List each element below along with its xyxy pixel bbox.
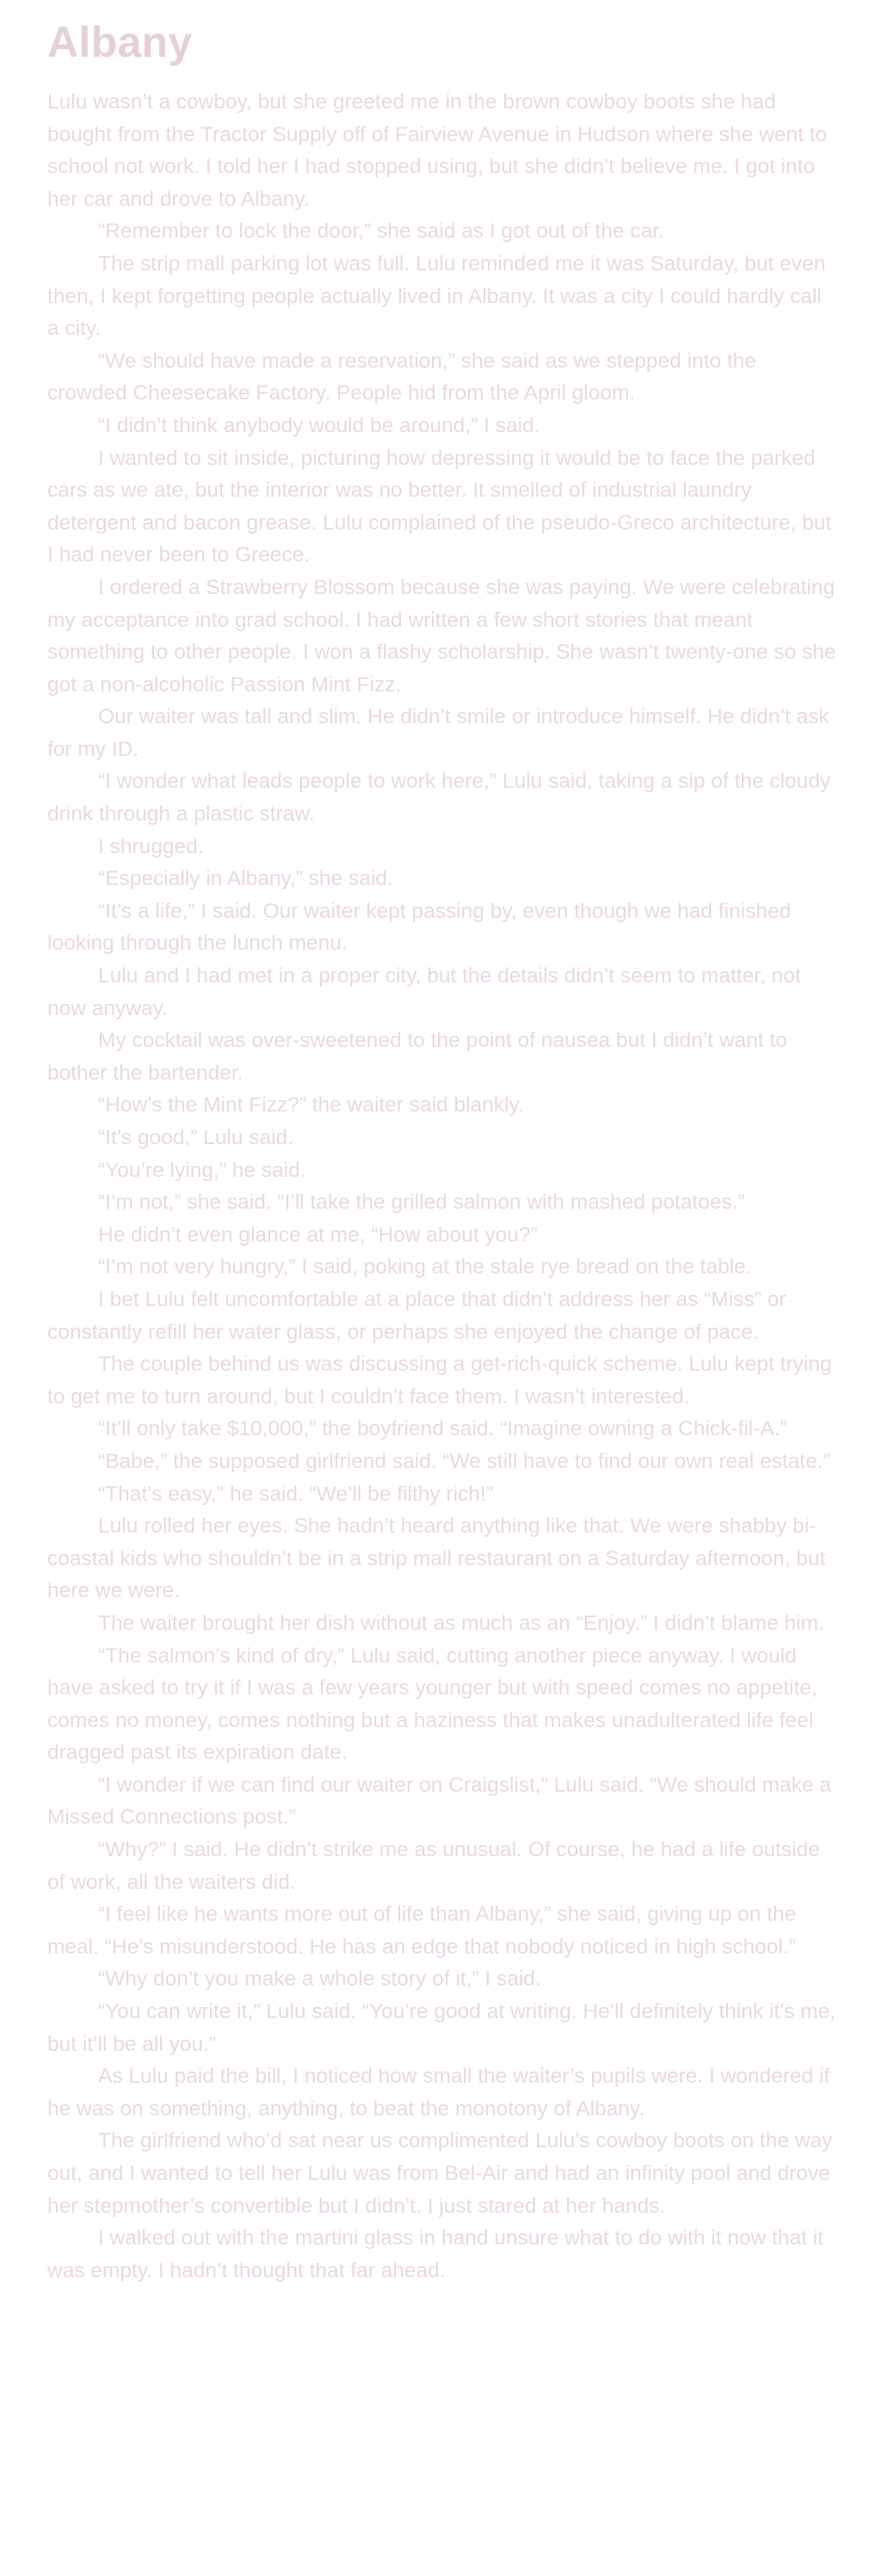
story-paragraph: “The salmon’s kind of dry,” Lulu said, cutting another piece anyway. I would have asked to try it if I was a few years younger but with speed comes no appetite, comes no money, comes nothing but a haziness that makes unadulterated life feel dragged past its expiration date.	[47, 1644, 817, 1765]
story-paragraph: Lulu and I had met in a proper city, but the details didn’t seem to matter, not now anyway.	[47, 964, 801, 1020]
story-paragraph: My cocktail was over-sweetened to the point of nausea but I didn’t want to bother the bartender.	[47, 1029, 787, 1085]
story-paragraph: As Lulu paid the bill, I noticed how small the waiter’s pupils were. I wondered if he was on something, anything, to beat the monotony of Albany.	[47, 2065, 830, 2121]
story-paragraph: “It’s good,” Lulu said.	[98, 1126, 293, 1149]
story-paragraph: The girlfriend who’d sat near us complimented Lulu’s cowboy boots on the way out, and I wanted to tell her Lulu was from Bel-Air and had an infinity pool and drove her stepmother’s convertible but I didn’t. I just stared at her hands.	[47, 2129, 833, 2218]
story-paragraph: Lulu rolled her eyes. She hadn’t heard anything like that. We were shabby bi-coastal kids who shouldn’t be in a strip mall restaurant on a Saturday afternoon, but here we were.	[47, 1514, 826, 1603]
story-paragraph: “Especially in Albany,” she said.	[98, 867, 393, 891]
story-paragraph: Lulu wasn’t a cowboy, but she greeted me in the brown cowboy boots she had bought from the Tractor Supply off of Fairview Avenue in Hudson where she went to school not work. I told her I had stopped using, but she didn’t believe me. I got into her car and drove to Albany.	[47, 90, 828, 211]
story-paragraph: “I wonder what leads people to work here,” Lulu said, taking a sip of the cloudy drink through a plastic straw.	[47, 770, 831, 827]
story-title: Albany	[47, 18, 193, 66]
story-paragraph: “That’s easy,” he said. “We’ll be filthy rich!”	[98, 1482, 493, 1506]
story-paragraph: “I feel like he wants more out of life than Albany,” she said, giving up on the meal. “He’s misunderstood. He has an edge that nobody noticed in high school.”	[47, 1903, 797, 1959]
story-paragraph: Our waiter was tall and slim. He didn’t smile or introduce himself. He didn’t ask for my ID.	[47, 705, 830, 761]
story-paragraph: “You can write it,” Lulu said. “You’re good at writing. He’ll definitely think it’s me, but it’ll be all you.”	[47, 2000, 836, 2056]
story-paragraph: “I’m not,” she said. “I’ll take the grilled salmon with mashed potatoes.”	[98, 1191, 745, 1215]
story-paragraph: “It’s a life,” I said. Our waiter kept passing by, even though we had finished looking through the lunch menu.	[47, 899, 792, 956]
story-paragraph: “You’re lying,” he said.	[98, 1158, 306, 1182]
story-paragraph: I shrugged.	[98, 834, 204, 858]
story-paragraph: The strip mall parking lot was full. Lulu reminded me it was Saturday, but even then, I kept forgetting people actually lived in Albany. It was a city I could hardly call a city.	[47, 251, 826, 341]
story-paragraph: “I wonder if we can find our waiter on Craigslist,” Lulu said. “We should make a Missed Connections post.”	[47, 1773, 831, 1830]
story-paragraph: “Why?” I said. He didn’t strike me as unusual. Of course, he had a life outside of work, all the waiters did.	[47, 1838, 820, 1894]
story-paragraph: “It’ll only take $10,000,” the boyfriend said. “Imagine owning a Chick-fil-A.”	[98, 1417, 787, 1441]
story-paragraph: He didn’t even glance at me, “How about you?”	[98, 1223, 538, 1247]
story-paragraph: The waiter brought her dish without as much as an “Enjoy.” I didn’t blame him.	[98, 1611, 824, 1635]
story-paragraph: I walked out with the martini glass in hand unsure what to do with it now that it was empty. I hadn’t thought that far ahead.	[47, 2226, 823, 2282]
story-paragraph: “Why don’t you make a whole story of it,” I said.	[98, 1967, 541, 1991]
story-paragraph: “I’m not very hungry,” I said, poking at the stale rye bread on the table.	[98, 1255, 752, 1279]
story-paragraph: The couple behind us was discussing a get-rich-quick scheme. Lulu kept trying to get me to turn around, but I couldn’t face them. I wasn’t interested.	[47, 1353, 832, 1409]
story-paragraph: “How’s the Mint Fizz?” the waiter said blankly.	[98, 1093, 524, 1118]
story-paragraph: “I didn’t think anybody would be around,” I said.	[98, 413, 540, 437]
story-paragraph: “Remember to lock the door,” she said as I got out of the car.	[98, 220, 664, 244]
story-paragraph: I bet Lulu felt uncomfortable at a place that didn’t address her as “Miss” or constantly refill her water glass, or perhaps she enjoyed the change of pace.	[47, 1287, 786, 1344]
story-body	[47, 86, 839, 2287]
story-paragraph: I wanted to sit inside, picturing how depressing it would be to face the parked cars as we ate, but the interior was no better. It smelled of industrial laundry detergent and bacon grease. Lulu complained of the pseudo-Greco architecture, but I had never been to Greece.	[47, 446, 832, 567]
story-paragraph: I ordered a Strawberry Blossom because she was paying. We were celebrating my acceptance into grad school. I had written a few short stories that meant something to other people. I won a flashy scholarship. She wasn’t twenty-one so she got a non-alcoholic Passion Mint Fizz.	[47, 575, 836, 697]
story-paragraph: “We should have made a reservation,” she said as we stepped into the crowded Cheesecake Factory. People hid from the April gloom.	[47, 349, 756, 406]
story-paragraph: “Babe,” the supposed girlfriend said. “We still have to find our own real estate.”	[98, 1449, 830, 1473]
